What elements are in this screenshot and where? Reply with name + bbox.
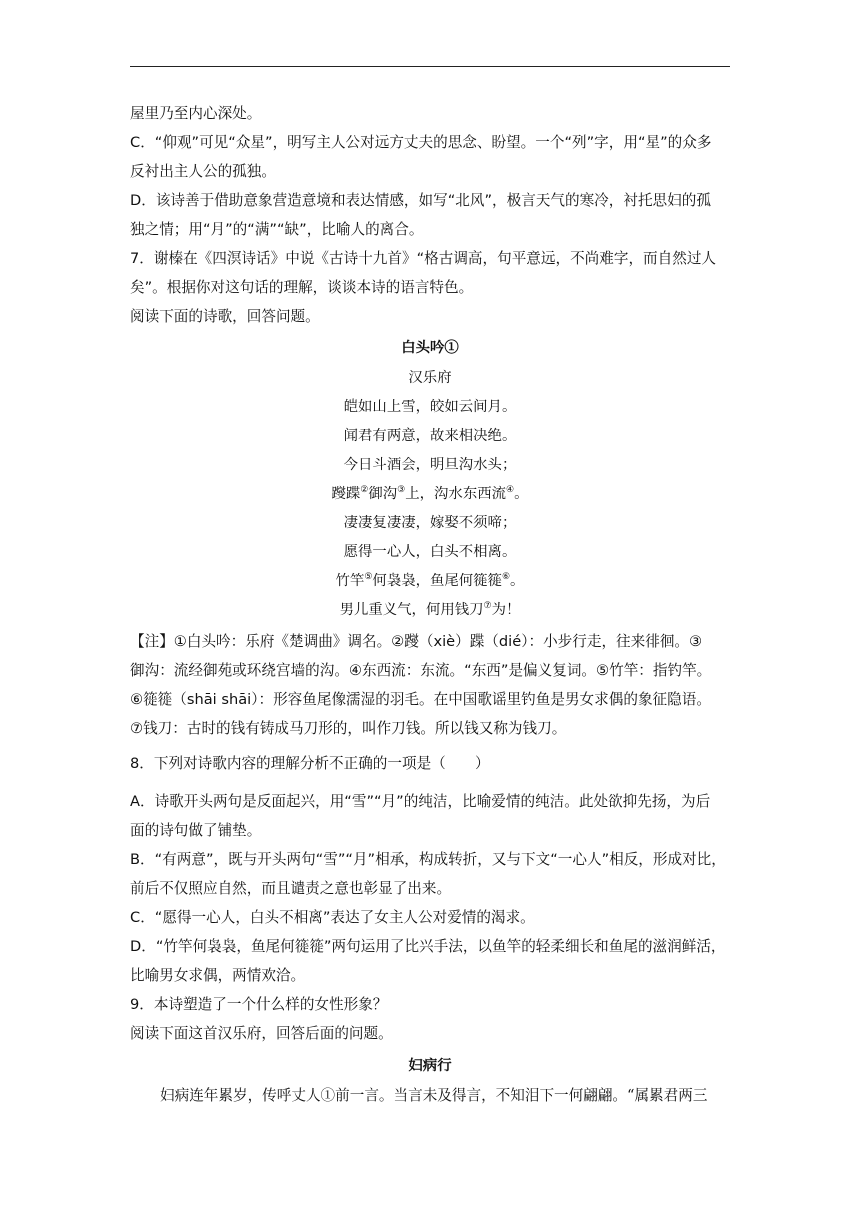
option-d-line: D．该诗善于借助意象营造意境和表达情感，如写“北风”，极言天气的寒冷，衬托思妇的孤 [130,192,711,209]
poem-line [130,600,730,620]
footnote-marker: ③ [397,485,406,496]
footnote-marker: ② [360,485,369,496]
text-line: 独之情；用“月”的“满”“缺”，比喻人的离合。 [130,221,424,238]
question-9: 9．本诗塑造了一个什么样的女性形象？ [130,996,388,1013]
poem-text: 御沟 [368,486,398,502]
poem-text: 男儿重义气，何用钱刀 [339,602,484,618]
question-8: 8．下列对诗歌内容的理解分析不正确的一项是（ ） [130,755,490,772]
question-7: 7．谢榛在《四溟诗话》中说《古诗十九首》“格古调高，句平意远，不尚难字，而自然过人 [130,250,717,267]
poem-line: 今日斗酒会，明旦沟水头； [343,457,517,473]
poem-line [130,484,730,504]
poem-text: 何袅袅，鱼尾何簁簁 [372,573,502,589]
option-c-line: C．“愿得一心人，白头不相离”表达了女主人公对爱情的渴求。 [130,909,535,926]
poem-prose-line: 妇病连年累岁，传呼丈人①前一言。当言未及得言，不知泪下一何翩翩。“属累君两三 [160,1087,708,1104]
poem-text: 。 [510,573,525,589]
poem-line: 凄凄复凄凄，嫁娶不须啼； [343,515,517,531]
poem-line [130,571,730,591]
footnote-marker: ⑦ [483,601,492,612]
footnote-marker: ④ [506,485,515,496]
poem-author: 汉乐府 [408,370,452,386]
poem-title: 白头吟① [401,339,459,356]
footnote-marker: ⑤ [364,572,373,583]
option-a-line: A．诗歌开头两句是反面起兴，用“雪”“月”的纯洁，比喻爱情的纯洁。此处欲抑先扬，为后 [130,793,711,810]
poem-text: 上，沟水东西流 [405,486,506,502]
poem-text: 为！ [491,602,521,618]
text-line: 比喻男女求偶，两情欢洽。 [130,967,306,984]
text-line: 前后不仅照应自然，而且谴责之意也彰显了出来。 [130,880,452,897]
poem-text: 。 [514,486,529,502]
poem-line: 愿得一心人，白头不相离。 [343,544,517,560]
annotation-line: ⑥簁簁（shāi shāi）：形容鱼尾像濡湿的羽毛。在中国歌谣里钓鱼是男女求偶的象征隐语。 [130,691,711,708]
text-line: 矣”。根据你对这句话的理解，谈谈本诗的语言特色。 [130,279,474,296]
text-line: 面的诗句做了铺垫。 [130,822,262,839]
option-d-line: D．“竹竿何袅袅，鱼尾何簁簁”两句运用了比兴手法，以鱼竿的轻柔细长和鱼尾的滋润鲜活， [130,938,726,955]
annotation-line: ⑦钱刀：古时的钱有铸成马刀形的，叫作刀钱。所以钱又称为钱刀。 [130,720,567,737]
poem-text: 躞蹀 [331,486,361,502]
poem-title: 妇病行 [408,1057,452,1074]
header-rule [130,66,730,67]
option-b-line: B．“有两意”，既与开头两句“雪”“月”相承，构成转折，又与下文“一心人”相反，形成对比， [130,851,726,868]
footnote-marker: ⑥ [501,572,511,583]
poem-line: 皑如山上雪，皎如云间月。 [343,399,517,415]
poem-line: 闻君有两意，故来相决绝。 [343,428,517,444]
annotation-line: 御沟：流经御苑或环绕宫墙的沟。④东西流：东流。“东西”是偏义复词。⑤竹竿：指钓竿。 [130,662,712,679]
annotation-line: 【注】①白头吟：乐府《楚调曲》调名。②躞（xiè）蹀（dié）：小步行走，往来徘徊。③ [130,633,703,650]
poem-text: 竹竿 [335,573,365,589]
text-line: 屋里乃至内心深处。 [130,105,262,122]
reading-instruction: 阅读下面的诗歌，回答问题。 [130,308,320,325]
text-line: 反衬出主人公的孤独。 [130,163,276,180]
reading-instruction: 阅读下面这首汉乐府，回答后面的问题。 [130,1025,393,1042]
option-c-line: C．“仰观”可见“众星”，明写主人公对远方丈夫的思念、盼望。一个“列”字，用“星”的众多 [130,134,712,151]
